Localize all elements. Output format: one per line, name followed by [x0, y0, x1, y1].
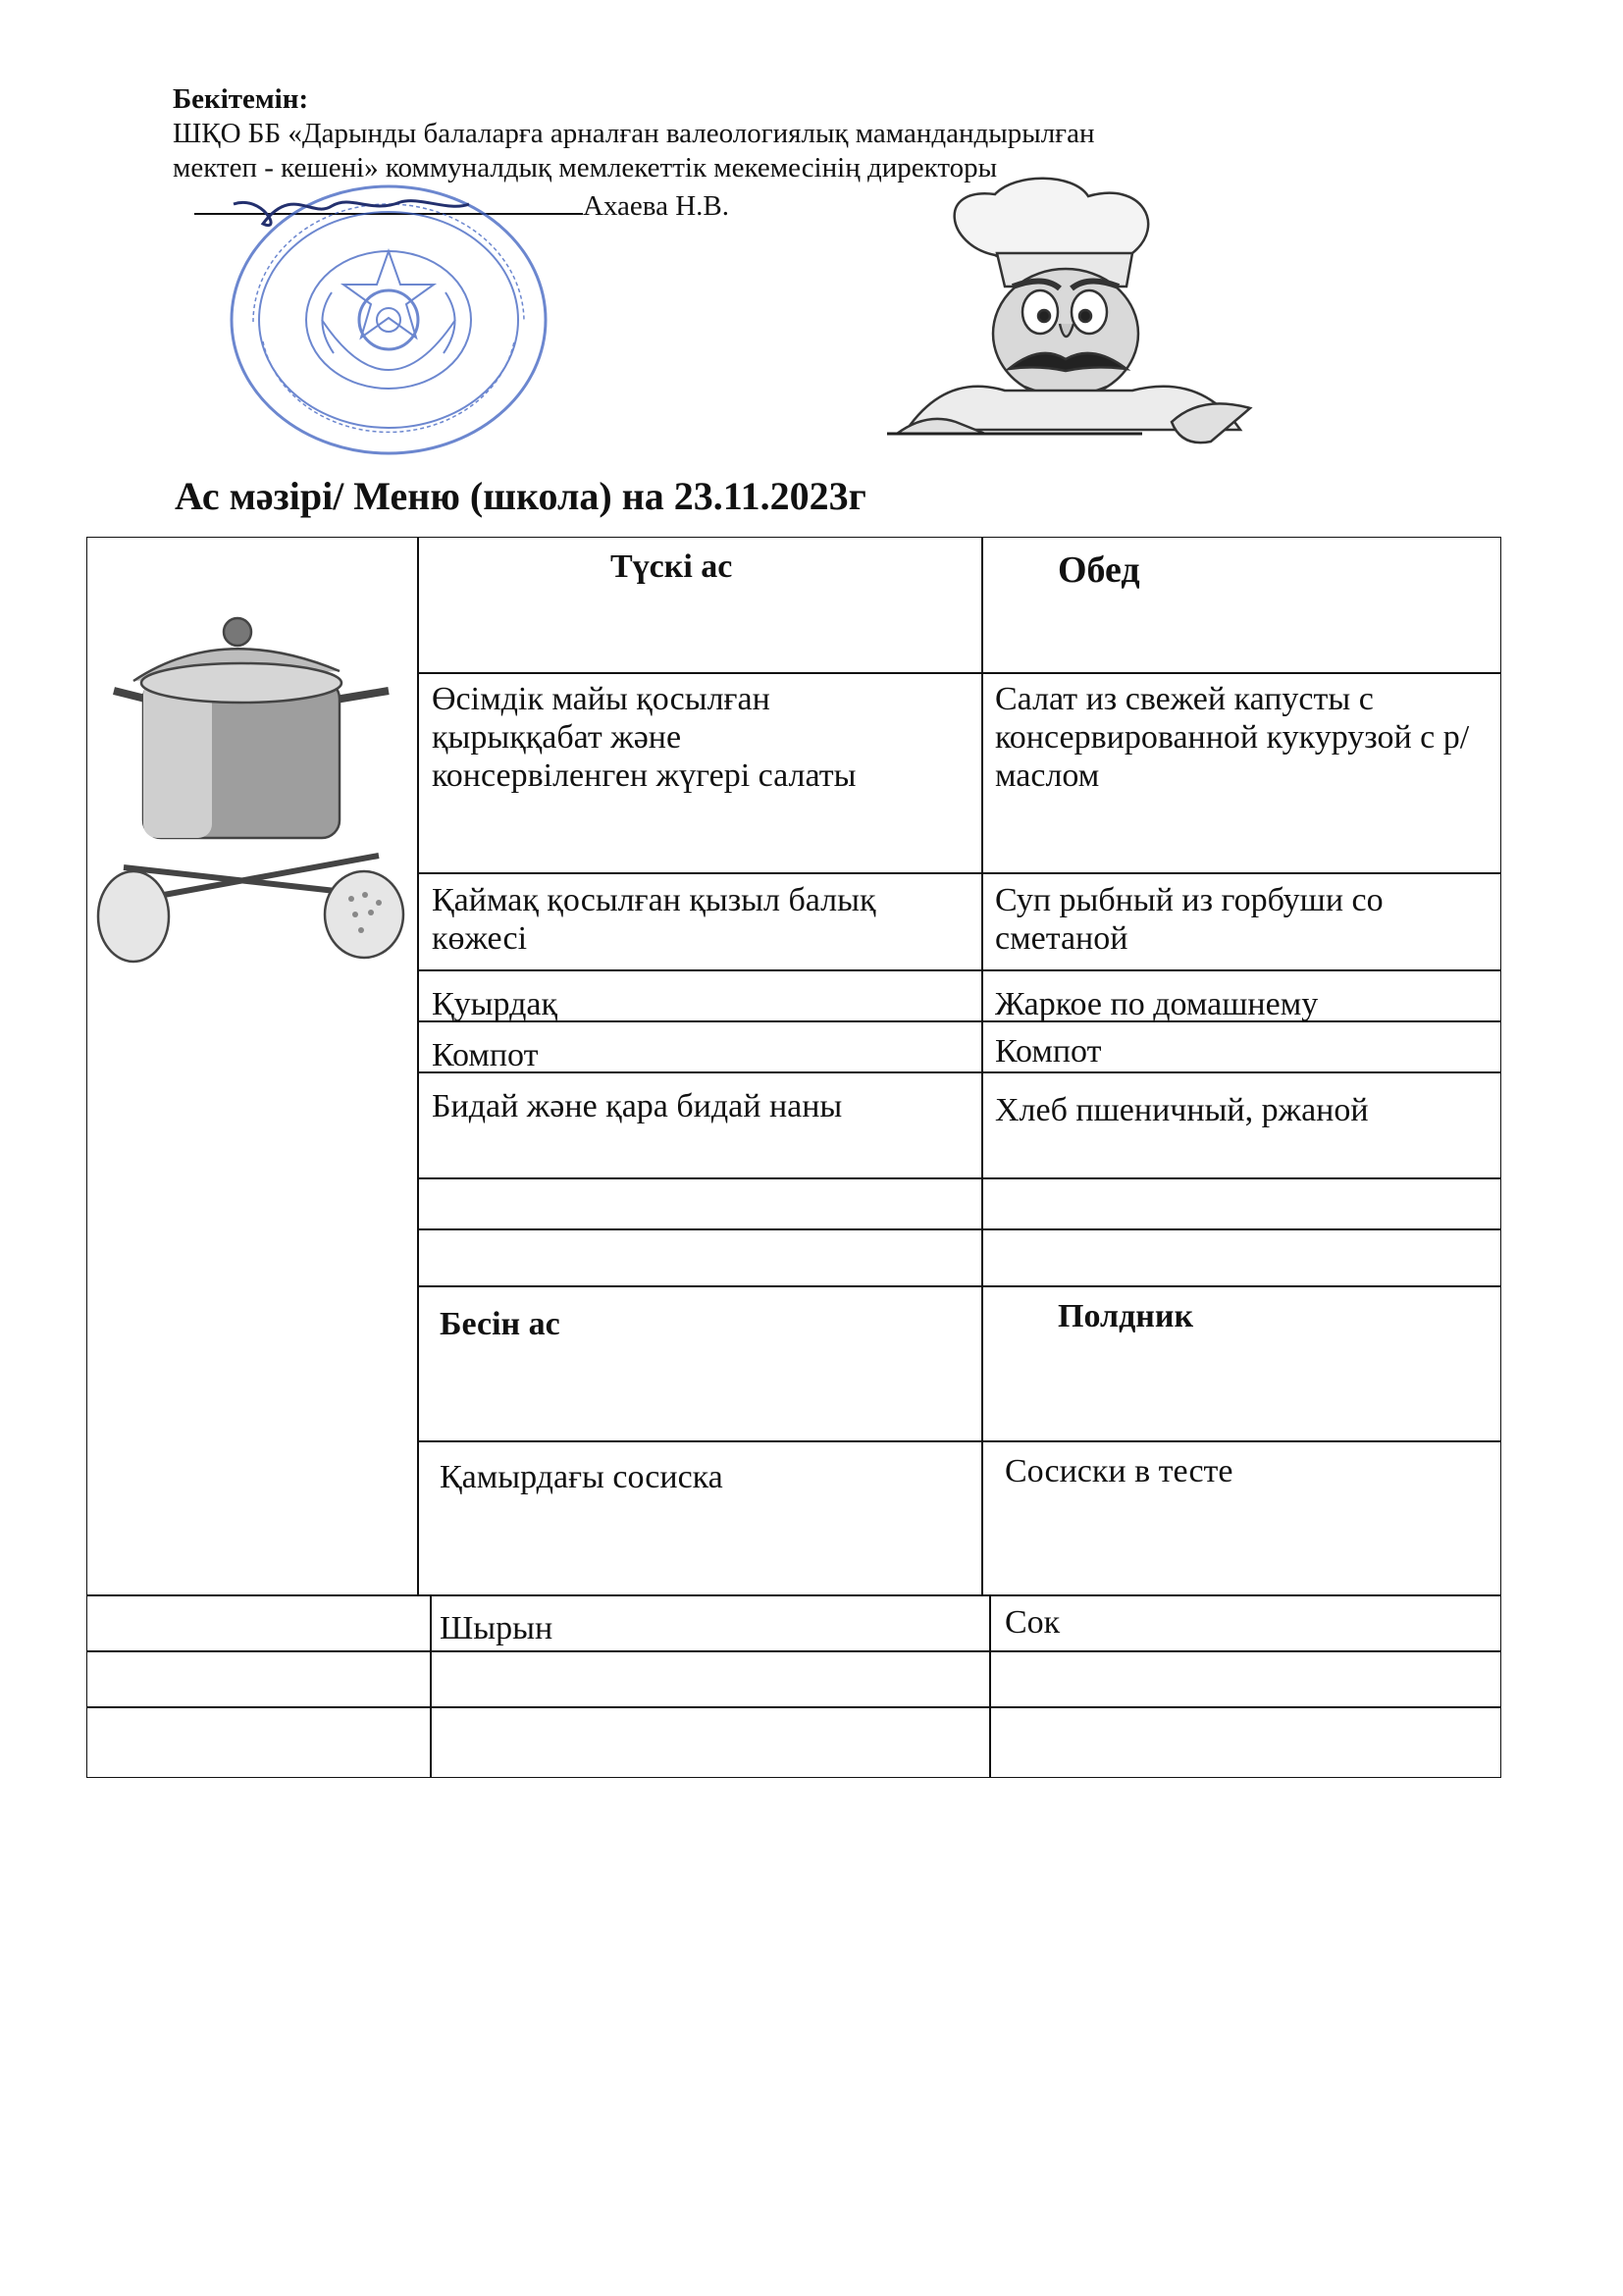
approval-heading: Бекітемін:: [173, 83, 309, 115]
lunch-row-2-ru: Суп рыбный из горбуши со сметаной: [995, 882, 1384, 957]
lunch-row-3-ru: Жаркое по домашнему: [995, 986, 1319, 1022]
official-stamp: [224, 175, 553, 459]
signer-name: Ахаева Н.В.: [583, 190, 730, 222]
approval-org-line2: мектеп - кешені» коммуналдық мемлекеттік мекемесінің директоры: [173, 152, 998, 183]
lunch-row-2-kz: Қаймақ қосылған қызыл балық көжесі: [432, 882, 876, 957]
snack-row-1-kz: Қамырдағы сосиска: [440, 1459, 723, 1495]
menu-title: Ас мәзірі/ Меню (школа) на 23.11.2023г: [175, 474, 866, 518]
lunch-row-1-kz: Өсімдік майы қосылған қырыққабат және консервіленген жүгері салаты: [432, 681, 857, 794]
lunch-header-ru: Обед: [1058, 549, 1140, 591]
lunch-row-5-ru: Хлеб пшеничный, ржаной: [995, 1092, 1369, 1128]
lunch-row-3-kz: Қуырдақ: [432, 986, 557, 1022]
snack-header-ru: Полдник: [1058, 1298, 1194, 1334]
lunch-header-kz: Түскі ас: [610, 548, 733, 585]
lunch-row-4-kz: Компот: [432, 1037, 539, 1073]
lunch-row-4-ru: Компот: [995, 1033, 1102, 1070]
lunch-row-5-kz: Бидай және қара бидай наны: [432, 1088, 843, 1124]
lunch-row-1-ru: Салат из свежей капусты с консервированной кукурузой с р/маслом: [995, 681, 1470, 794]
snack-row-2-ru: Сок: [1005, 1604, 1061, 1641]
snack-header-kz: Бесін ас: [440, 1306, 560, 1342]
snack-row-1-ru: Сосиски в тесте: [1005, 1453, 1233, 1489]
chef-illustration: [887, 177, 1260, 453]
snack-row-2-kz: Шырын: [440, 1610, 553, 1646]
approval-org-line1: ШҚО ББ «Дарынды балаларға арналған валеологиялық мамандандырылған: [173, 118, 1095, 149]
